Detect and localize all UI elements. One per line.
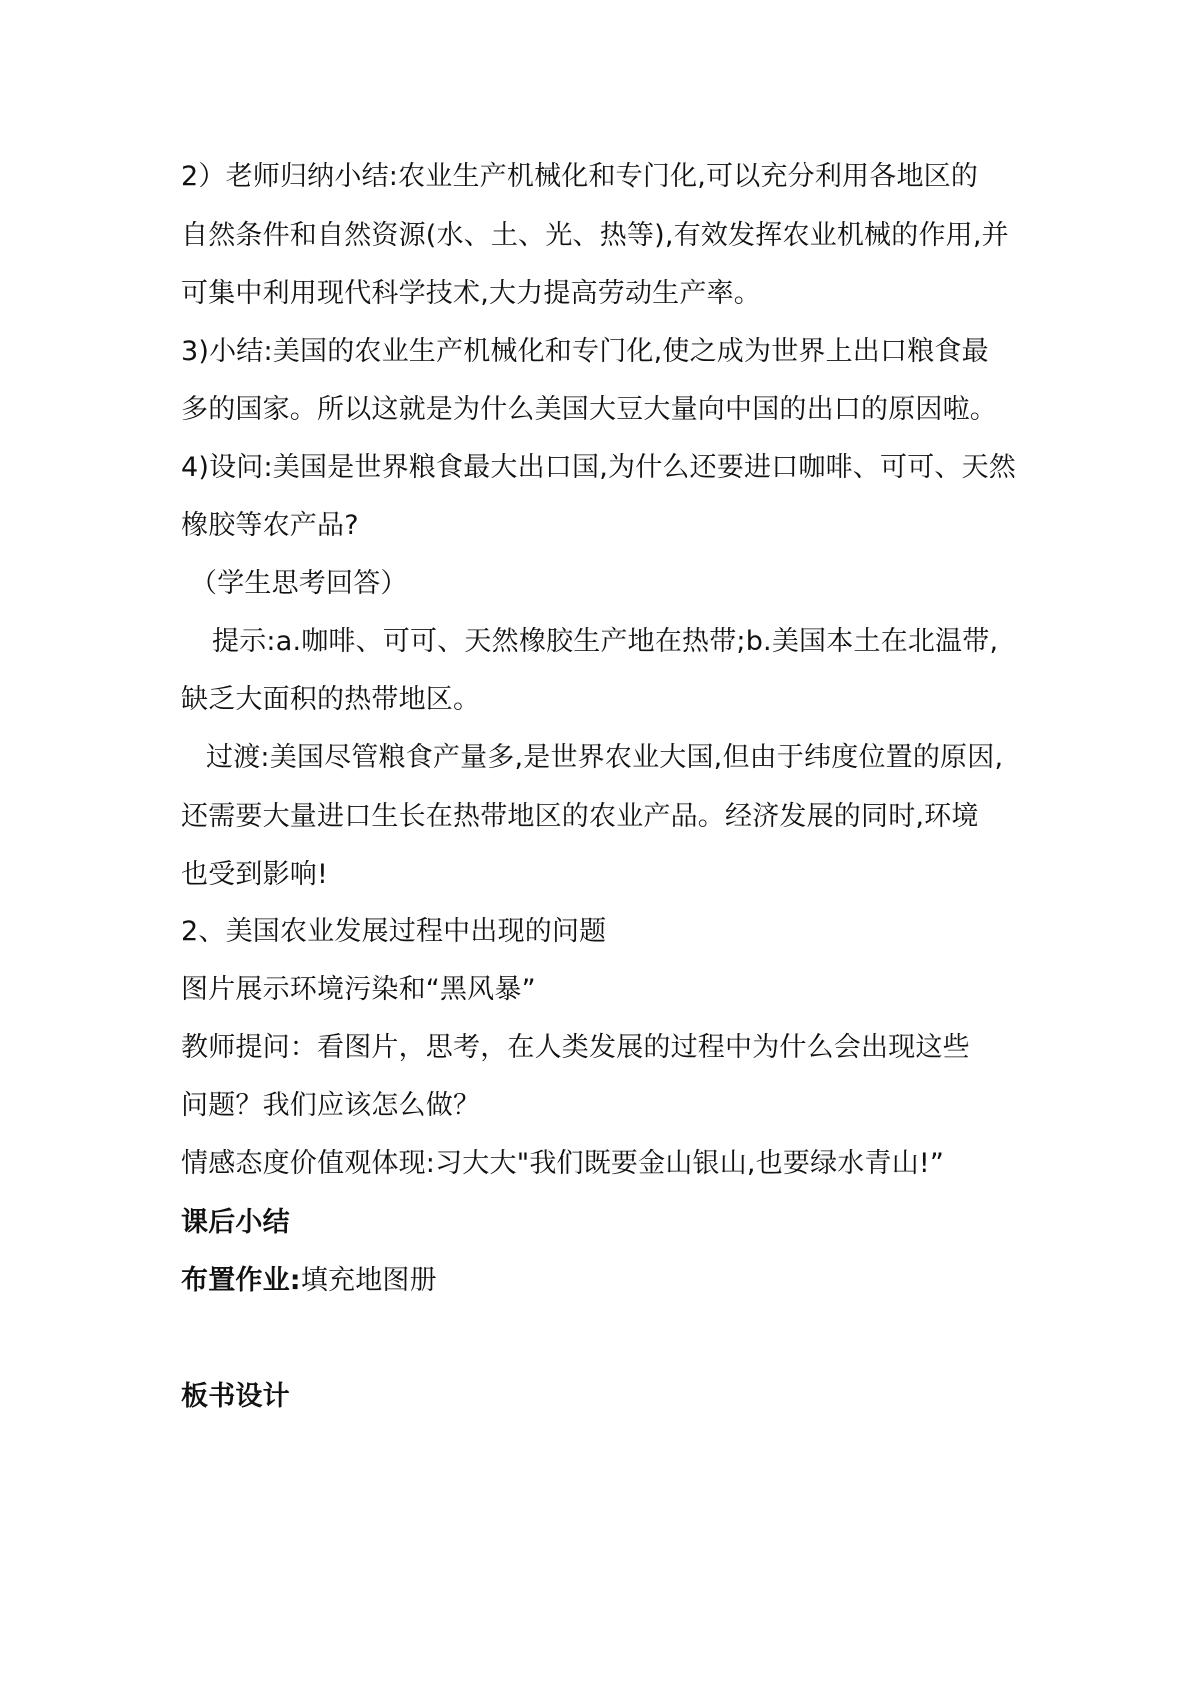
- image-display-line: 图片展示环境污染和“黑风暴”: [181, 974, 536, 1005]
- homework-value: 填充地图册: [300, 1265, 437, 1296]
- homework-label: 布置作业:: [181, 1265, 301, 1296]
- transition-line-2: 还需要大量进口生长在热带地区的农业产品。经济发展的同时,环境: [181, 801, 979, 832]
- section-2-heading: 2、美国农业发展过程中出现的问题: [181, 916, 607, 947]
- transition-line-3: 也受到影响!: [181, 859, 329, 890]
- summary-2-line-2: 自然条件和自然资源(水、土、光、热等),有效发挥农业机械的作用,并: [181, 220, 1009, 251]
- hint-line-1: 提示:a.咖啡、可可、天然橡胶生产地在热带;b.美国本土在北温带,: [212, 626, 999, 657]
- summary-2-line-3: 可集中利用现代科学技术,大力提高劳动生产率。: [181, 278, 761, 309]
- teacher-question-line-2: 问题？我们应该怎么做？: [181, 1090, 481, 1121]
- summary-3-line-1: 3)小结:美国的农业生产机械化和专门化,使之成为世界上出口粮食最: [181, 336, 989, 367]
- values-line: 情感态度价值观体现:习大大"我们既要金山银山,也要绿水青山!”: [181, 1148, 945, 1179]
- hint-line-2: 缺乏大面积的热带地区。: [181, 684, 481, 715]
- homework-line: [181, 1263, 437, 1299]
- question-4-line-2: 橡胶等农产品?: [181, 510, 359, 541]
- teacher-question-line-1: 教师提问：看图片，思考，在人类发展的过程中为什么会出现这些: [181, 1032, 970, 1063]
- after-class-summary-heading: 课后小结: [181, 1207, 290, 1238]
- student-answer-prompt: （学生思考回答）: [190, 568, 408, 599]
- transition-line-1: 过渡:美国尽管粮食产量多,是世界农业大国,但由于纬度位置的原因,: [206, 742, 1004, 773]
- summary-2-line-1: 2）老师归纳小结:农业生产机械化和专门化,可以充分利用各地区的: [181, 161, 979, 192]
- question-4-line-1: 4)设问:美国是世界粮食最大出口国,为什么还要进口咖啡、可可、天然: [181, 452, 1016, 483]
- board-design-heading: 板书设计: [181, 1381, 290, 1412]
- summary-3-line-2: 多的国家。所以这就是为什么美国大豆大量向中国的出口的原因啦。: [181, 394, 997, 425]
